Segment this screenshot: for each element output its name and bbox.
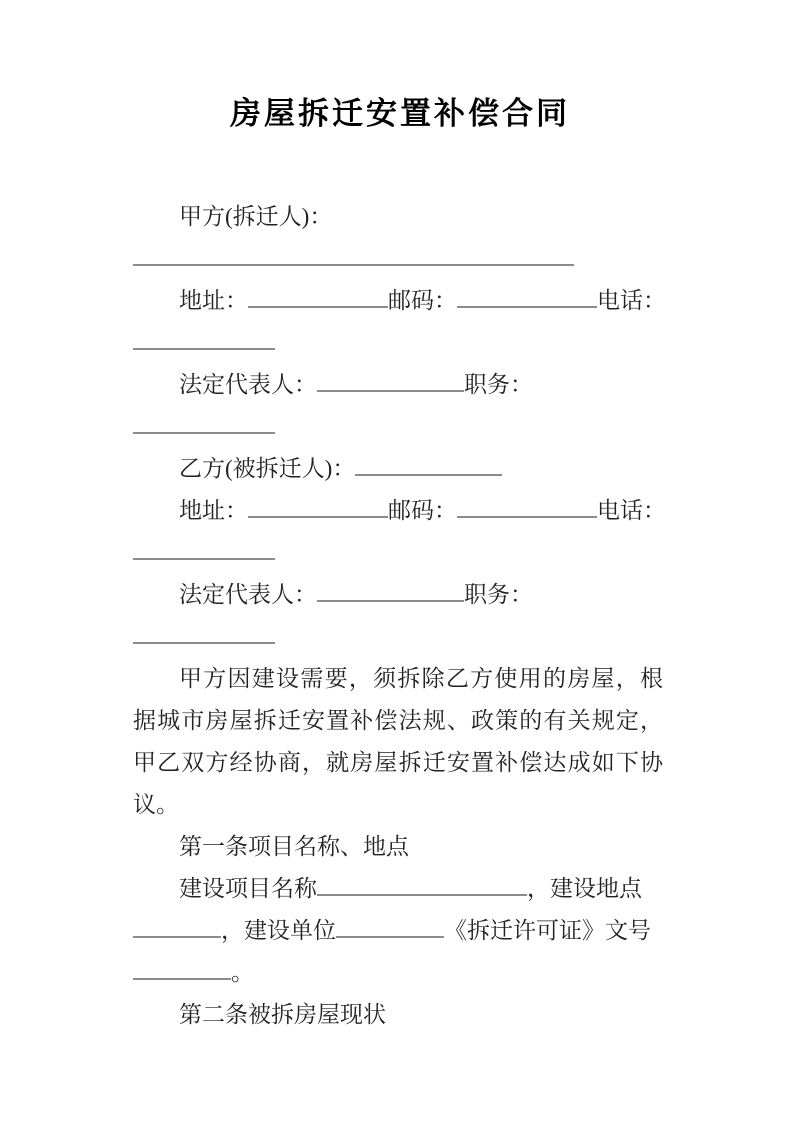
party-a-legal-rep-label: 法定代表人： <box>179 372 317 397</box>
party-a-position-label: 职务： <box>464 372 533 397</box>
party-a-phone-label: 电话： <box>597 288 666 313</box>
party-b-position-blank-line <box>133 616 663 658</box>
party-b-address-label: 地址： <box>179 498 248 523</box>
project-name-blank <box>317 868 527 896</box>
party-a-legal-rep-blank <box>317 364 464 392</box>
unit-blank <box>336 910 444 938</box>
party-a-address-blank <box>248 280 388 308</box>
unit-label: ，建设单位 <box>221 918 336 943</box>
party-b-legal-rep-blank <box>317 574 464 602</box>
document-title: 房屋拆迁安置补偿合同 <box>230 96 570 131</box>
party-b-name-blank <box>355 448 502 476</box>
preamble-line-3: 甲乙双方经协商，就房屋拆迁安置补偿达成如下协 <box>133 750 663 775</box>
party-a-name-blank-line <box>133 238 663 280</box>
party-b-rep-line <box>133 574 663 616</box>
party-b-address-blank <box>248 490 388 518</box>
document-body <box>133 196 666 1036</box>
party-b-label-line <box>133 448 663 490</box>
full-stop: 。 <box>231 960 254 985</box>
permit-number-blank <box>133 952 231 980</box>
article-1-permit-line <box>133 952 663 994</box>
party-a-rep-line <box>133 364 663 406</box>
party-a-label-line <box>133 196 663 238</box>
party-a-position-blank <box>133 406 275 434</box>
party-b-position-label: 职务： <box>464 582 533 607</box>
article-1-unit-line <box>133 910 663 952</box>
party-a-label: 甲方(拆迁人)： <box>179 204 333 229</box>
party-b-position-blank <box>133 616 275 644</box>
party-a-address-label: 地址： <box>179 288 248 313</box>
party-b-legal-rep-label: 法定代表人： <box>179 582 317 607</box>
preamble-line-1: 甲方因建设需要，须拆除乙方使用的房屋，根 <box>179 666 663 691</box>
party-a-position-blank-line <box>133 406 663 448</box>
party-b-label: 乙方(被拆迁人)： <box>179 456 356 481</box>
party-a-phone-blank-line <box>133 322 663 364</box>
party-b-phone-blank <box>133 532 275 560</box>
party-b-phone-blank-line <box>133 532 663 574</box>
project-name-label: 建设项目名称 <box>179 876 317 901</box>
party-a-zip-blank <box>457 280 597 308</box>
party-a-contact-line <box>133 280 666 322</box>
location-label: ，建设地点 <box>527 876 642 901</box>
party-b-contact-line <box>133 490 666 532</box>
article-1-heading: 第一条项目名称、地点 <box>179 834 409 859</box>
preamble-line-2: 据城市房屋拆迁安置补偿法规、政策的有关规定， <box>133 708 663 733</box>
permit-label: 《拆迁许可证》文号 <box>444 918 651 943</box>
party-b-phone-label: 电话： <box>597 498 666 523</box>
article-1-project-line <box>133 868 663 910</box>
party-b-zip-blank <box>457 490 597 518</box>
party-a-name-blank <box>133 238 574 266</box>
party-a-phone-blank <box>133 322 275 350</box>
party-b-zip-label: 邮码： <box>388 498 457 523</box>
preamble-line-4: 议。 <box>133 792 179 817</box>
article-2-heading: 第二条被拆房屋现状 <box>179 1002 386 1027</box>
location-blank <box>133 910 221 938</box>
party-a-zip-label: 邮码： <box>388 288 457 313</box>
